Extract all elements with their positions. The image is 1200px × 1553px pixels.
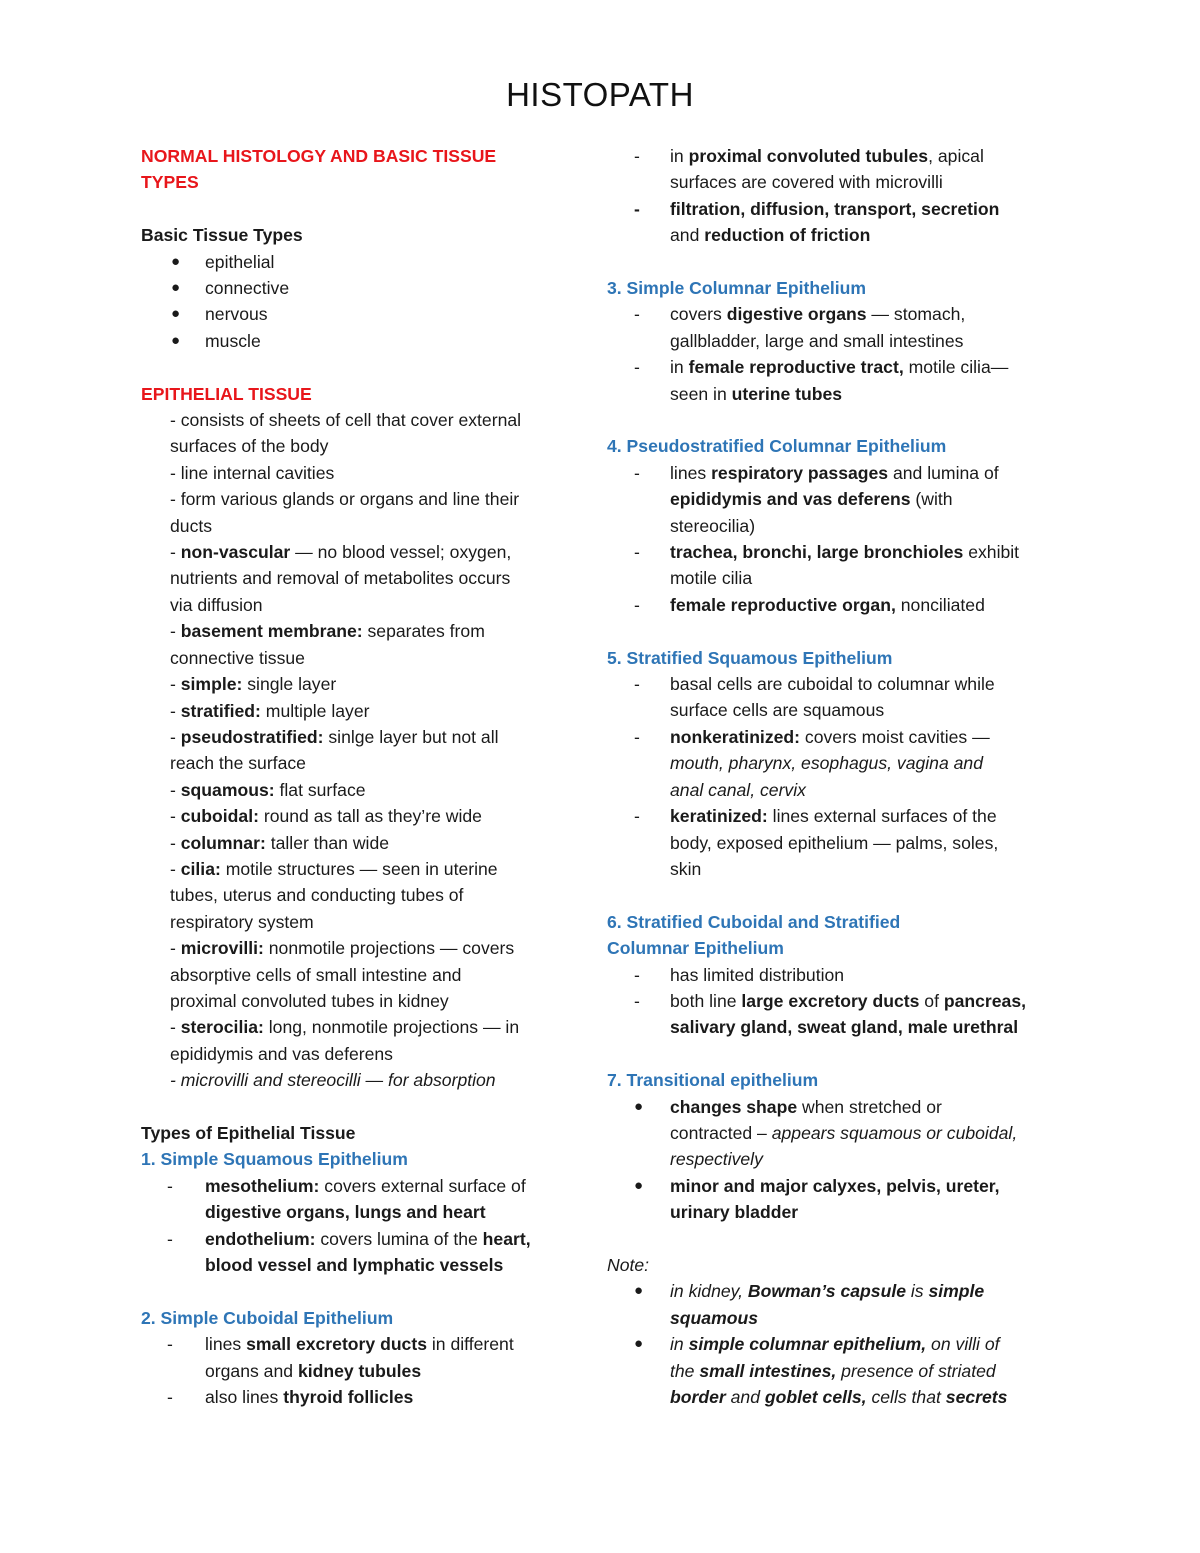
list-item-cont: mouth, pharynx, esophagus, vagina and: [670, 753, 983, 774]
right-column: [607, 143, 1067, 1410]
epi-line: tubes, uterus and conducting tubes of: [170, 885, 464, 906]
types-heading: Types of Epithelial Tissue: [141, 1122, 356, 1143]
dash-icon: -: [167, 1228, 173, 1249]
type-heading: 2. Simple Cuboidal Epithelium: [141, 1307, 394, 1328]
list-item: ● connective: [141, 275, 581, 301]
list-item-cont: surface cells are squamous: [670, 700, 885, 721]
bullet-icon: ●: [634, 1282, 644, 1300]
epi-line: via diffusion: [170, 594, 263, 615]
epi-line: reach the surface: [170, 753, 306, 774]
list-item: - trachea, bronchi, large bronchioles exhibit: [607, 539, 1067, 565]
list-item-cont: contracted – appears squamous or cuboidal,: [670, 1122, 1018, 1143]
dash-icon: -: [634, 304, 640, 325]
epi-line: - stratified: multiple layer: [170, 700, 370, 721]
bullet-icon: ●: [171, 305, 181, 323]
type-heading: 4. Pseudostratified Columnar Epithelium: [607, 436, 947, 457]
list-item: ● epithelial: [141, 249, 581, 275]
list-item: - female reproductive organ, nonciliated: [607, 592, 1067, 618]
epi-line: - pseudostratified: sinlge layer but not all: [170, 726, 499, 747]
bullet-icon: ●: [171, 252, 181, 270]
list-item: - nonkeratinized: covers moist cavities —: [607, 724, 1067, 750]
list-item: - in proximal convoluted tubules, apical: [607, 143, 1067, 169]
dash-icon: -: [634, 990, 640, 1011]
dash-icon: -: [634, 594, 640, 615]
list-item: ● nervous: [141, 301, 581, 327]
epi-line: - microvilli: nonmotile projections — covers: [170, 938, 515, 959]
list-item-cont: and reduction of friction: [670, 225, 871, 246]
list-item: - both line large excretory ducts of pancreas,: [607, 988, 1067, 1014]
epi-line: respiratory system: [170, 911, 314, 932]
epi-line: - form various glands or organs and line their: [170, 489, 520, 510]
dash-icon: -: [634, 198, 640, 219]
list-item-cont: respectively: [670, 1149, 763, 1170]
epi-line: proximal convoluted tubes in kidney: [170, 990, 449, 1011]
dash-icon: -: [167, 1175, 173, 1196]
list-item-cont: border and goblet cells, cells that secrets: [670, 1387, 1008, 1407]
note-label: Note:: [607, 1254, 650, 1275]
epi-line: epididymis and vas deferens: [170, 1043, 393, 1064]
left-column: [141, 143, 581, 1410]
list-item-cont: surfaces are covered with microvilli: [670, 172, 943, 193]
bullet-icon: ●: [634, 1097, 644, 1115]
dash-icon: -: [634, 542, 640, 563]
list-item-cont: seen in uterine tubes: [670, 383, 843, 404]
epi-line: - line internal cavities: [170, 462, 335, 483]
bullet-icon: ●: [171, 331, 181, 349]
dash-icon: -: [634, 462, 640, 483]
section-heading: NORMAL HISTOLOGY AND BASIC TISSUE: [141, 146, 497, 166]
list-item-cont: skin: [670, 858, 702, 879]
epi-line: - columnar: taller than wide: [170, 832, 390, 853]
epi-line: absorptive cells of small intestine and: [170, 964, 462, 985]
list-item-cont: the small intestines, presence of striated: [670, 1360, 996, 1381]
epi-line: - simple: single layer: [170, 674, 337, 695]
epi-line: - squamous: flat surface: [170, 779, 366, 800]
epi-line: - microvilli and stereocilli — for absorption: [170, 1070, 496, 1091]
list-item: - mesothelium: covers external surface of: [141, 1173, 581, 1199]
type-heading: 3. Simple Columnar Epithelium: [607, 278, 867, 299]
dash-icon: -: [634, 146, 640, 166]
list-item-cont: gallbladder, large and small intestines: [670, 330, 964, 351]
list-item-cont: anal canal, cervix: [670, 779, 806, 800]
type-heading: 1. Simple Squamous Epithelium: [141, 1149, 408, 1170]
dash-icon: -: [634, 674, 640, 695]
dash-icon: -: [167, 1334, 173, 1355]
list-item: - filtration, diffusion, transport, secretion: [607, 196, 1067, 222]
list-item: - lines small excretory ducts in different: [141, 1331, 581, 1357]
dash-icon: -: [634, 806, 640, 827]
list-item-cont: epididymis and vas deferens (with: [670, 489, 953, 510]
list-item: - lines respiratory passages and lumina of: [607, 460, 1067, 486]
epi-line: - cilia: motile structures — seen in uterine: [170, 858, 498, 879]
dash-icon: -: [634, 357, 640, 378]
list-item-cont: squamous: [670, 1307, 758, 1328]
list-item: ● in kidney, Bowman’s capsule is simple: [607, 1278, 1067, 1304]
type-heading: 5. Stratified Squamous Epithelium: [607, 647, 893, 668]
section-heading-cont: TYPES: [141, 172, 199, 193]
list-item-cont: urinary bladder: [670, 1202, 799, 1223]
list-item: - also lines thyroid follicles: [141, 1384, 581, 1410]
dash-icon: -: [167, 1387, 173, 1408]
list-item-cont: salivary gland, sweat gland, male urethral: [670, 1017, 1019, 1038]
dash-icon: -: [634, 964, 640, 985]
list-item: - has limited distribution: [607, 962, 1067, 988]
type-heading: 6. Stratified Cuboidal and Stratified: [607, 911, 901, 932]
epi-line: - consists of sheets of cell that cover external: [170, 410, 522, 431]
list-item: - in female reproductive tract, motile cilia—: [607, 354, 1067, 380]
list-item: - keratinized: lines external surfaces of the: [607, 803, 1067, 829]
epi-line: - non-vascular — no blood vessel; oxygen,: [170, 542, 512, 563]
epi-line: - cuboidal: round as tall as they’re wide: [170, 806, 482, 827]
document-title: HISTOPATH: [506, 76, 694, 113]
type-heading: 7. Transitional epithelium: [607, 1070, 819, 1091]
list-item-cont: blood vessel and lymphatic vessels: [205, 1255, 504, 1276]
bullet-icon: ●: [634, 1335, 644, 1353]
list-item: ● changes shape when stretched or: [607, 1094, 1067, 1120]
epi-line: ducts: [170, 515, 213, 536]
epi-line: - sterocilia: long, nonmotile projections — in: [170, 1017, 520, 1038]
epi-line: - basement membrane: separates from: [170, 621, 485, 642]
list-item: - covers digestive organs — stomach,: [607, 301, 1067, 327]
bullet-icon: ●: [171, 279, 181, 297]
list-item-cont: body, exposed epithelium — palms, soles,: [670, 832, 999, 853]
epi-line: connective tissue: [170, 647, 305, 668]
list-item: - basal cells are cuboidal to columnar while: [607, 671, 1067, 697]
list-item-cont: motile cilia: [670, 568, 753, 589]
epi-line: surfaces of the body: [170, 436, 329, 457]
list-item-cont: organs and kidney tubules: [205, 1360, 422, 1381]
list-item: - endothelium: covers lumina of the heart,: [141, 1226, 581, 1252]
basic-types-heading: Basic Tissue Types: [141, 225, 303, 246]
list-item: ● muscle: [141, 328, 581, 354]
type-heading-cont: Columnar Epithelium: [607, 938, 784, 959]
dash-icon: -: [634, 726, 640, 747]
list-item-cont: digestive organs, lungs and heart: [205, 1202, 486, 1223]
list-item-cont: stereocilia): [670, 515, 756, 536]
list-item: ● minor and major calyxes, pelvis, ureter,: [607, 1173, 1067, 1199]
epi-line: nutrients and removal of metabolites occurs: [170, 568, 511, 589]
epithelial-heading: EPITHELIAL TISSUE: [141, 383, 312, 404]
bullet-icon: ●: [634, 1176, 644, 1194]
list-item: ● in simple columnar epithelium, on villi of: [607, 1331, 1067, 1357]
